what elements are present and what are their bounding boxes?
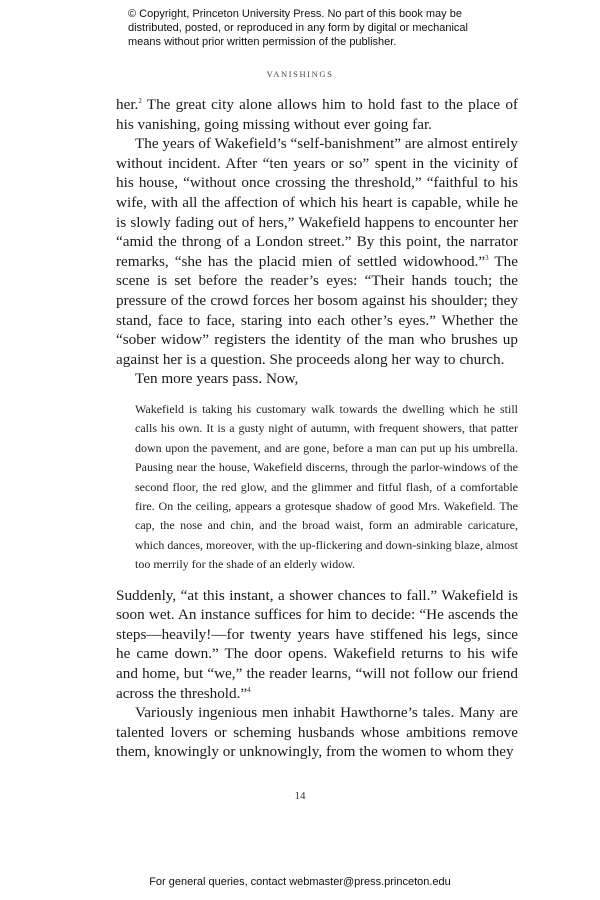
paragraph-2: [116, 134, 518, 369]
body-text: [116, 95, 518, 762]
note-ref-3: 3: [485, 253, 489, 262]
note-ref-2: 2: [138, 97, 142, 105]
block-quote: Wakefield is taking his customary walk towards the dwelling which he still calls his own. It is a gusty night of autumn, with frequent showers, that patter down upon the pavement, and are gone, before a man can put up his umbrella. Pausing near the house, Wakefield discerns, through the parlor-windows of the second floor, the red glow, and the glimmer and fitful flash, of a comfortable fire. On the ceiling, appears a grotesque shadow of good Mrs. Wakefield. The cap, the nose and chin, and the broad waist, form an admirable caricature, which dances, moreover, with the up-flickering and down-sinking blaze, almost too merrily for the shade of an elderly widow.: [135, 401, 518, 572]
paragraph-4-text: Suddenly, “at this instant, a shower chances to fall.” Wakefield is soon wet. An instance suffices for him to decide: “He ascends the steps—heavily!—for twenty years have stiffened his legs, since he came down.” The door opens. Wakefield returns to his wife and home, but “we,” the reader learns, “will not follow our friend across the threshold.”: [116, 586, 518, 702]
note-ref-4: 4: [247, 685, 251, 694]
running-head: VANISHINGS: [266, 69, 334, 79]
paragraph-2-text: The years of Wakefield’s “self-banishment” are almost entirely without incident. After “ten years or so” spent in the vicinity of his house, “without once crossing the threshold,” “faithful to his wife, with all the affection of which his heart is capable, while he is slowly fading out of hers,” Wakefield happens to encounter her “amid the throng of a London street.” By this point, the narrator remarks, “she has the placid mien of settled widowhood.”: [116, 135, 518, 270]
paragraph-1: [116, 95, 518, 134]
paragraph-5: Variously ingenious men inhabit Hawthorne’s tales. Many are talented lovers or scheming husbands whose ambitions remove them, knowingly or unknowingly, from the women to whom they: [116, 704, 518, 761]
paragraph-3: Ten more years pass. Now,: [135, 370, 299, 388]
paragraph-1-text: her.: [116, 96, 139, 113]
paragraph-2-tail: The scene is set before the reader’s eyes: “Their hands touch; the pressure of the crowd forces her bosom against his shoulder; they stand, face to face, staring into each other’s eyes.” Whether the “sober widow” registers the identity of the man who brushes up against her is a question. She proceeds along her way to church.: [116, 252, 519, 368]
paragraph-1-tail: The great city alone allows him to hold fast to the place of his vanishing, going missing without ever going far.: [116, 96, 518, 133]
footer-contact: For general queries, contact webmaster@press.princeton.edu: [149, 876, 451, 888]
page-number: 14: [294, 790, 306, 802]
paragraph-4: [116, 586, 518, 704]
copyright-notice: © Copyright, Princeton University Press. No part of this book may be distributed, posted, or reproduced in any form by digital or mechanical means without prior written permission of the publisher.: [128, 8, 468, 48]
